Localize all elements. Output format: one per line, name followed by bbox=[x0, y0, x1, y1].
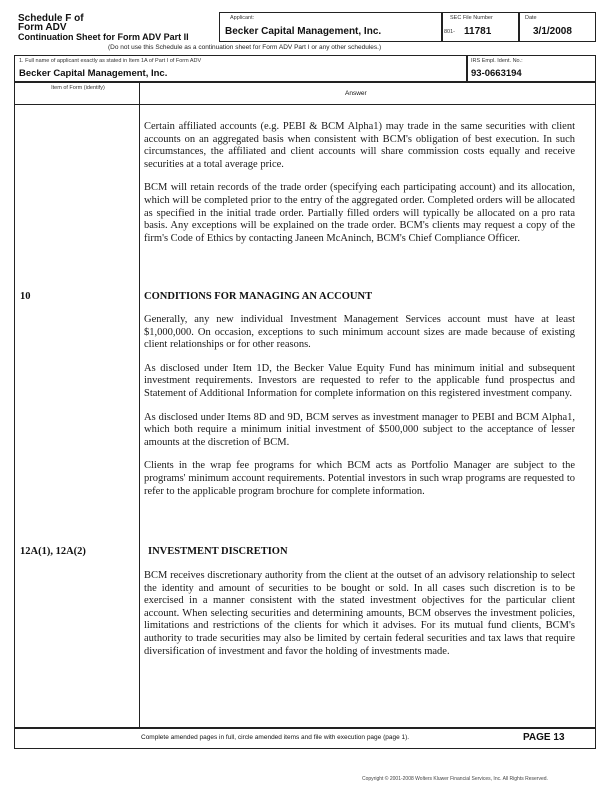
column-divider bbox=[139, 82, 140, 728]
sec-label: SEC File Number bbox=[450, 15, 493, 21]
footer-box bbox=[14, 727, 596, 749]
instruction-note: (Do not use this Schedule as a continuation sheet for Form ADV Part I or any other schedules.) bbox=[108, 44, 382, 51]
full-name-label: 1. Full name of applicant exactly as stated in Item 1A of Part I of Form ADV bbox=[19, 58, 202, 64]
section-12-paragraph: BCM receives discretionary authority from the client at the outset of an advisory relationship to select the identity and amount of securities to be bought or sold. In all cases such discretion is to be exercised in a manner consistent with the stated investment objectives for the particular client account. When selecting securities and determining amounts, BCM observes the investment policies, limitations and restrictions of the clients for which it advises. For its mutual fund clients, BCM's authority to trade securities may also be limited by certain federal securities and tax laws that require diversification of investment and favor the holding of investments made. bbox=[144, 570, 575, 657]
schedule-title: Schedule F of bbox=[18, 13, 84, 24]
section-10-heading: CONDITIONS FOR MANAGING AN ACCOUNT bbox=[144, 291, 373, 302]
irs-box bbox=[466, 55, 596, 83]
intro-paragraphs bbox=[144, 121, 575, 256]
section-12-paragraphs bbox=[144, 570, 575, 669]
applicant-name-box bbox=[14, 55, 468, 83]
applicant-box bbox=[219, 12, 443, 42]
section-10-paragraph: Clients in the wrap fee programs for which BCM acts as Portfolio Manager are subject to the programs' minimum account requirements. Potential investors in such wrap programs are requested to refer to the applicable program brochure for complete information. bbox=[144, 460, 575, 497]
date-label: Date bbox=[525, 15, 537, 21]
copyright-notice: Copyright © 2001-2008 Wolters Kluwer Financial Services, Inc. All Rights Reserved. bbox=[362, 776, 548, 782]
section-12-item: 12A(1), 12A(2) bbox=[20, 546, 86, 557]
irs-label: IRS Empl. Ident. No.: bbox=[471, 58, 523, 64]
section-10-paragraph: As disclosed under Item 1D, the Becker Value Equity Fund has minimum initial and subsequent investment requirements. Investors are requested to refer to the applicable fund prospectus and Statement of Additional Information for complete information on this registered investment company. bbox=[144, 362, 575, 399]
item-column-header: Item of Form (identify) bbox=[51, 85, 105, 91]
section-10-paragraph: As disclosed under Items 8D and 9D, BCM serves as investment manager to PEBI and BCM Alpha1, which both require a minimum initial investment of $500,000 subject to the acceptance of lesser amounts at the discretion of BCM. bbox=[144, 411, 575, 448]
sec-number: 11781 bbox=[464, 26, 492, 37]
irs-value: 93-0663194 bbox=[471, 68, 522, 79]
sec-prefix: 801- bbox=[444, 29, 456, 35]
section-10-item: 10 bbox=[20, 291, 31, 302]
section-10-paragraph: Generally, any new individual Investment Management Services account must have at least $1,000,000. On occasion, exceptions to such minimum account sizes are made because of existing client relationships or for other reasons. bbox=[144, 314, 575, 351]
applicant-label: Applicant: bbox=[230, 15, 255, 21]
header-row-divider bbox=[15, 104, 595, 105]
continuation-title: Continuation Sheet for Form ADV Part II bbox=[18, 32, 189, 42]
date-box bbox=[518, 12, 596, 42]
page-number: PAGE 13 bbox=[523, 732, 565, 743]
intro-paragraph: BCM will retain records of the trade order (specifying each participating account) and its allocation, which will be completed prior to the entry of the aggregated order. Completed orders will be allocated as specified in the initial trade order. Partially filled orders will typically be allocated on a pro rata basis. Any exceptions will be explained on the trade order. BCM's clients may request a copy of the firm's Code of Ethics by contacting Janeen McAninch, BCM's Chief Compliance Officer. bbox=[144, 182, 575, 244]
form-name: Form ADV bbox=[18, 22, 67, 33]
date-value: 3/1/2008 bbox=[533, 26, 572, 37]
section-12-heading: INVESTMENT DISCRETION bbox=[148, 546, 288, 557]
sec-file-box bbox=[441, 12, 520, 42]
section-10-paragraphs bbox=[144, 314, 575, 509]
full-name-value: Becker Capital Management, Inc. bbox=[19, 68, 168, 79]
answer-column-header: Answer bbox=[345, 90, 367, 97]
applicant-name: Becker Capital Management, Inc. bbox=[225, 26, 382, 37]
footer-instruction: Complete amended pages in full, circle amended items and file with execution page (page 1). bbox=[141, 734, 410, 741]
intro-paragraph: Certain affiliated accounts (e.g. PEBI & BCM Alpha1) may trade in the same securities with client accounts on an aggregated basis when consistent with BCM's obligation of best execution. In such circumstances, the affiliated and client accounts will share commission costs equally and receive securities at a total average price. bbox=[144, 121, 575, 170]
